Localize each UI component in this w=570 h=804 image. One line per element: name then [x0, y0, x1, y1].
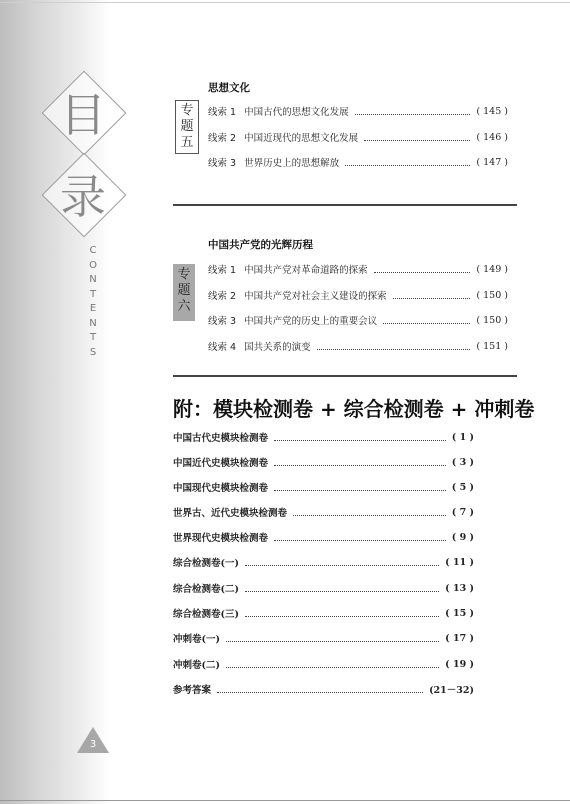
topic-5-tag — [175, 100, 199, 154]
entry-text: 冲刺卷(二) — [173, 660, 220, 671]
entry-page: ( 17 ) — [445, 632, 474, 644]
toc-entry[interactable] — [208, 104, 508, 118]
entry-page: ( 1 ) — [451, 431, 474, 443]
appendix-entry[interactable] — [173, 430, 474, 444]
dot-leader — [317, 349, 471, 350]
contents-letter: N — [89, 274, 97, 285]
dot-leader — [274, 540, 446, 541]
topic-5-tag-char: 题 — [180, 119, 194, 134]
appendix-entry[interactable] — [173, 480, 474, 494]
appendix-entry[interactable] — [173, 631, 474, 645]
topic-6-tag-char: 题 — [177, 283, 191, 298]
entry-label: 线索 2 — [208, 291, 237, 302]
entry-page: ( 3 ) — [451, 456, 474, 468]
title-char-lu: 录 — [60, 170, 106, 224]
dot-leader — [355, 114, 471, 115]
appendix-title: 附：模块检测卷 + 综合检测卷 + 冲刺卷 — [173, 397, 535, 421]
topic-6-tag-char: 专 — [177, 267, 191, 282]
topic-6-tag — [173, 264, 195, 321]
entry-page: ( 149 ) — [476, 263, 508, 275]
entry-text: 国共关系的演变 — [244, 342, 311, 353]
topic-5-title: 思想文化 — [208, 82, 250, 94]
entry-text: 中国共产党对革命道路的探索 — [244, 265, 368, 276]
contents-letter: E — [89, 303, 97, 314]
page-number: 3 — [89, 739, 97, 750]
dot-leader — [345, 165, 470, 166]
entry-page: ( 150 ) — [476, 314, 508, 326]
entry-label: 线索 3 — [208, 316, 237, 327]
appendix-entry[interactable] — [173, 682, 474, 696]
dot-leader — [274, 465, 446, 466]
appendix-entry[interactable] — [173, 581, 474, 595]
topic-5-tag-char: 专 — [180, 103, 194, 118]
entry-text: 综合检测卷(一) — [173, 558, 239, 569]
toc-entry[interactable] — [208, 288, 508, 302]
dot-leader — [245, 616, 439, 617]
contents-letter: C — [89, 245, 97, 256]
entry-text: 世界现代史模块检测卷 — [173, 533, 269, 544]
contents-letter: O — [89, 259, 97, 271]
appendix-entry[interactable] — [173, 606, 474, 620]
entry-text: 中国古代的思想文化发展 — [244, 107, 349, 118]
contents-letter: T — [89, 288, 97, 300]
entry-page: ( 9 ) — [451, 531, 474, 543]
entry-page: ( 151 ) — [476, 340, 508, 352]
appendix-entry[interactable] — [173, 530, 474, 544]
title-char-mu: 目 — [60, 88, 106, 142]
entry-text: 冲刺卷(一) — [173, 634, 220, 645]
dot-leader — [245, 591, 439, 592]
appendix-entry[interactable] — [173, 555, 474, 569]
entry-label: 线索 1 — [208, 107, 237, 118]
appendix-entry[interactable] — [173, 505, 474, 519]
section-divider — [173, 375, 517, 377]
appendix-entry[interactable] — [173, 455, 474, 469]
entry-text: 中国古代史模块检测卷 — [173, 433, 269, 444]
dot-leader — [226, 667, 439, 668]
toc-entry[interactable] — [208, 155, 508, 169]
entry-page: ( 145 ) — [476, 105, 508, 117]
entry-text: 中国现代史模块检测卷 — [173, 483, 269, 494]
dot-leader — [374, 272, 471, 273]
bottom-rule — [0, 800, 570, 801]
entry-text: 中国共产党的历史上的重要会议 — [244, 316, 378, 327]
entry-page: ( 150 ) — [476, 289, 508, 301]
entry-text: 中国近代史模块检测卷 — [173, 458, 269, 469]
topic-5-tag-char: 五 — [180, 135, 194, 150]
entry-text: 中国共产党对社会主义建设的探索 — [244, 291, 387, 302]
contents-letter: S — [89, 346, 97, 358]
entry-page: (21－32) — [429, 685, 474, 696]
toc-entry[interactable] — [208, 262, 508, 276]
toc-entry[interactable] — [208, 130, 508, 144]
entry-label: 线索 4 — [208, 342, 237, 353]
topic-6-tag-char: 六 — [177, 299, 191, 314]
dot-leader — [226, 641, 439, 642]
entry-text: 世界历史上的思想解放 — [244, 158, 340, 169]
contents-letter: T — [89, 332, 97, 343]
topic-6-title: 中国共产党的光辉历程 — [208, 239, 313, 251]
top-rule — [0, 2, 570, 3]
entry-page: ( 5 ) — [451, 481, 474, 493]
dot-leader — [217, 692, 423, 693]
entry-text: 中国近现代的思想文化发展 — [244, 133, 359, 144]
entry-label: 线索 2 — [208, 133, 237, 144]
section-divider — [173, 204, 517, 206]
entry-page: ( 147 ) — [476, 156, 508, 168]
entry-label: 线索 3 — [208, 158, 237, 169]
appendix-entry[interactable] — [173, 657, 474, 671]
entry-text: 世界古、近代史模块检测卷 — [173, 508, 288, 519]
contents-letter: N — [89, 317, 97, 329]
entry-page: ( 15 ) — [445, 607, 474, 619]
entry-page: ( 146 ) — [476, 131, 508, 143]
entry-label: 线索 1 — [208, 265, 237, 276]
entry-text: 综合检测卷(三) — [173, 609, 239, 620]
toc-entry[interactable] — [208, 313, 508, 327]
entry-page: ( 19 ) — [445, 658, 474, 670]
entry-page: ( 7 ) — [451, 506, 474, 518]
dot-leader — [383, 323, 470, 324]
dot-leader — [274, 440, 446, 441]
dot-leader — [293, 515, 446, 516]
dot-leader — [274, 490, 446, 491]
entry-text: 综合检测卷(二) — [173, 584, 239, 595]
dot-leader — [364, 140, 470, 141]
entry-page: ( 13 ) — [445, 582, 474, 594]
dot-leader — [393, 298, 471, 299]
contents-vertical-text — [86, 244, 100, 360]
entry-text: 参考答案 — [173, 685, 212, 696]
entry-page: ( 11 ) — [445, 556, 474, 568]
toc-entry[interactable] — [208, 339, 508, 353]
dot-leader — [245, 565, 439, 566]
